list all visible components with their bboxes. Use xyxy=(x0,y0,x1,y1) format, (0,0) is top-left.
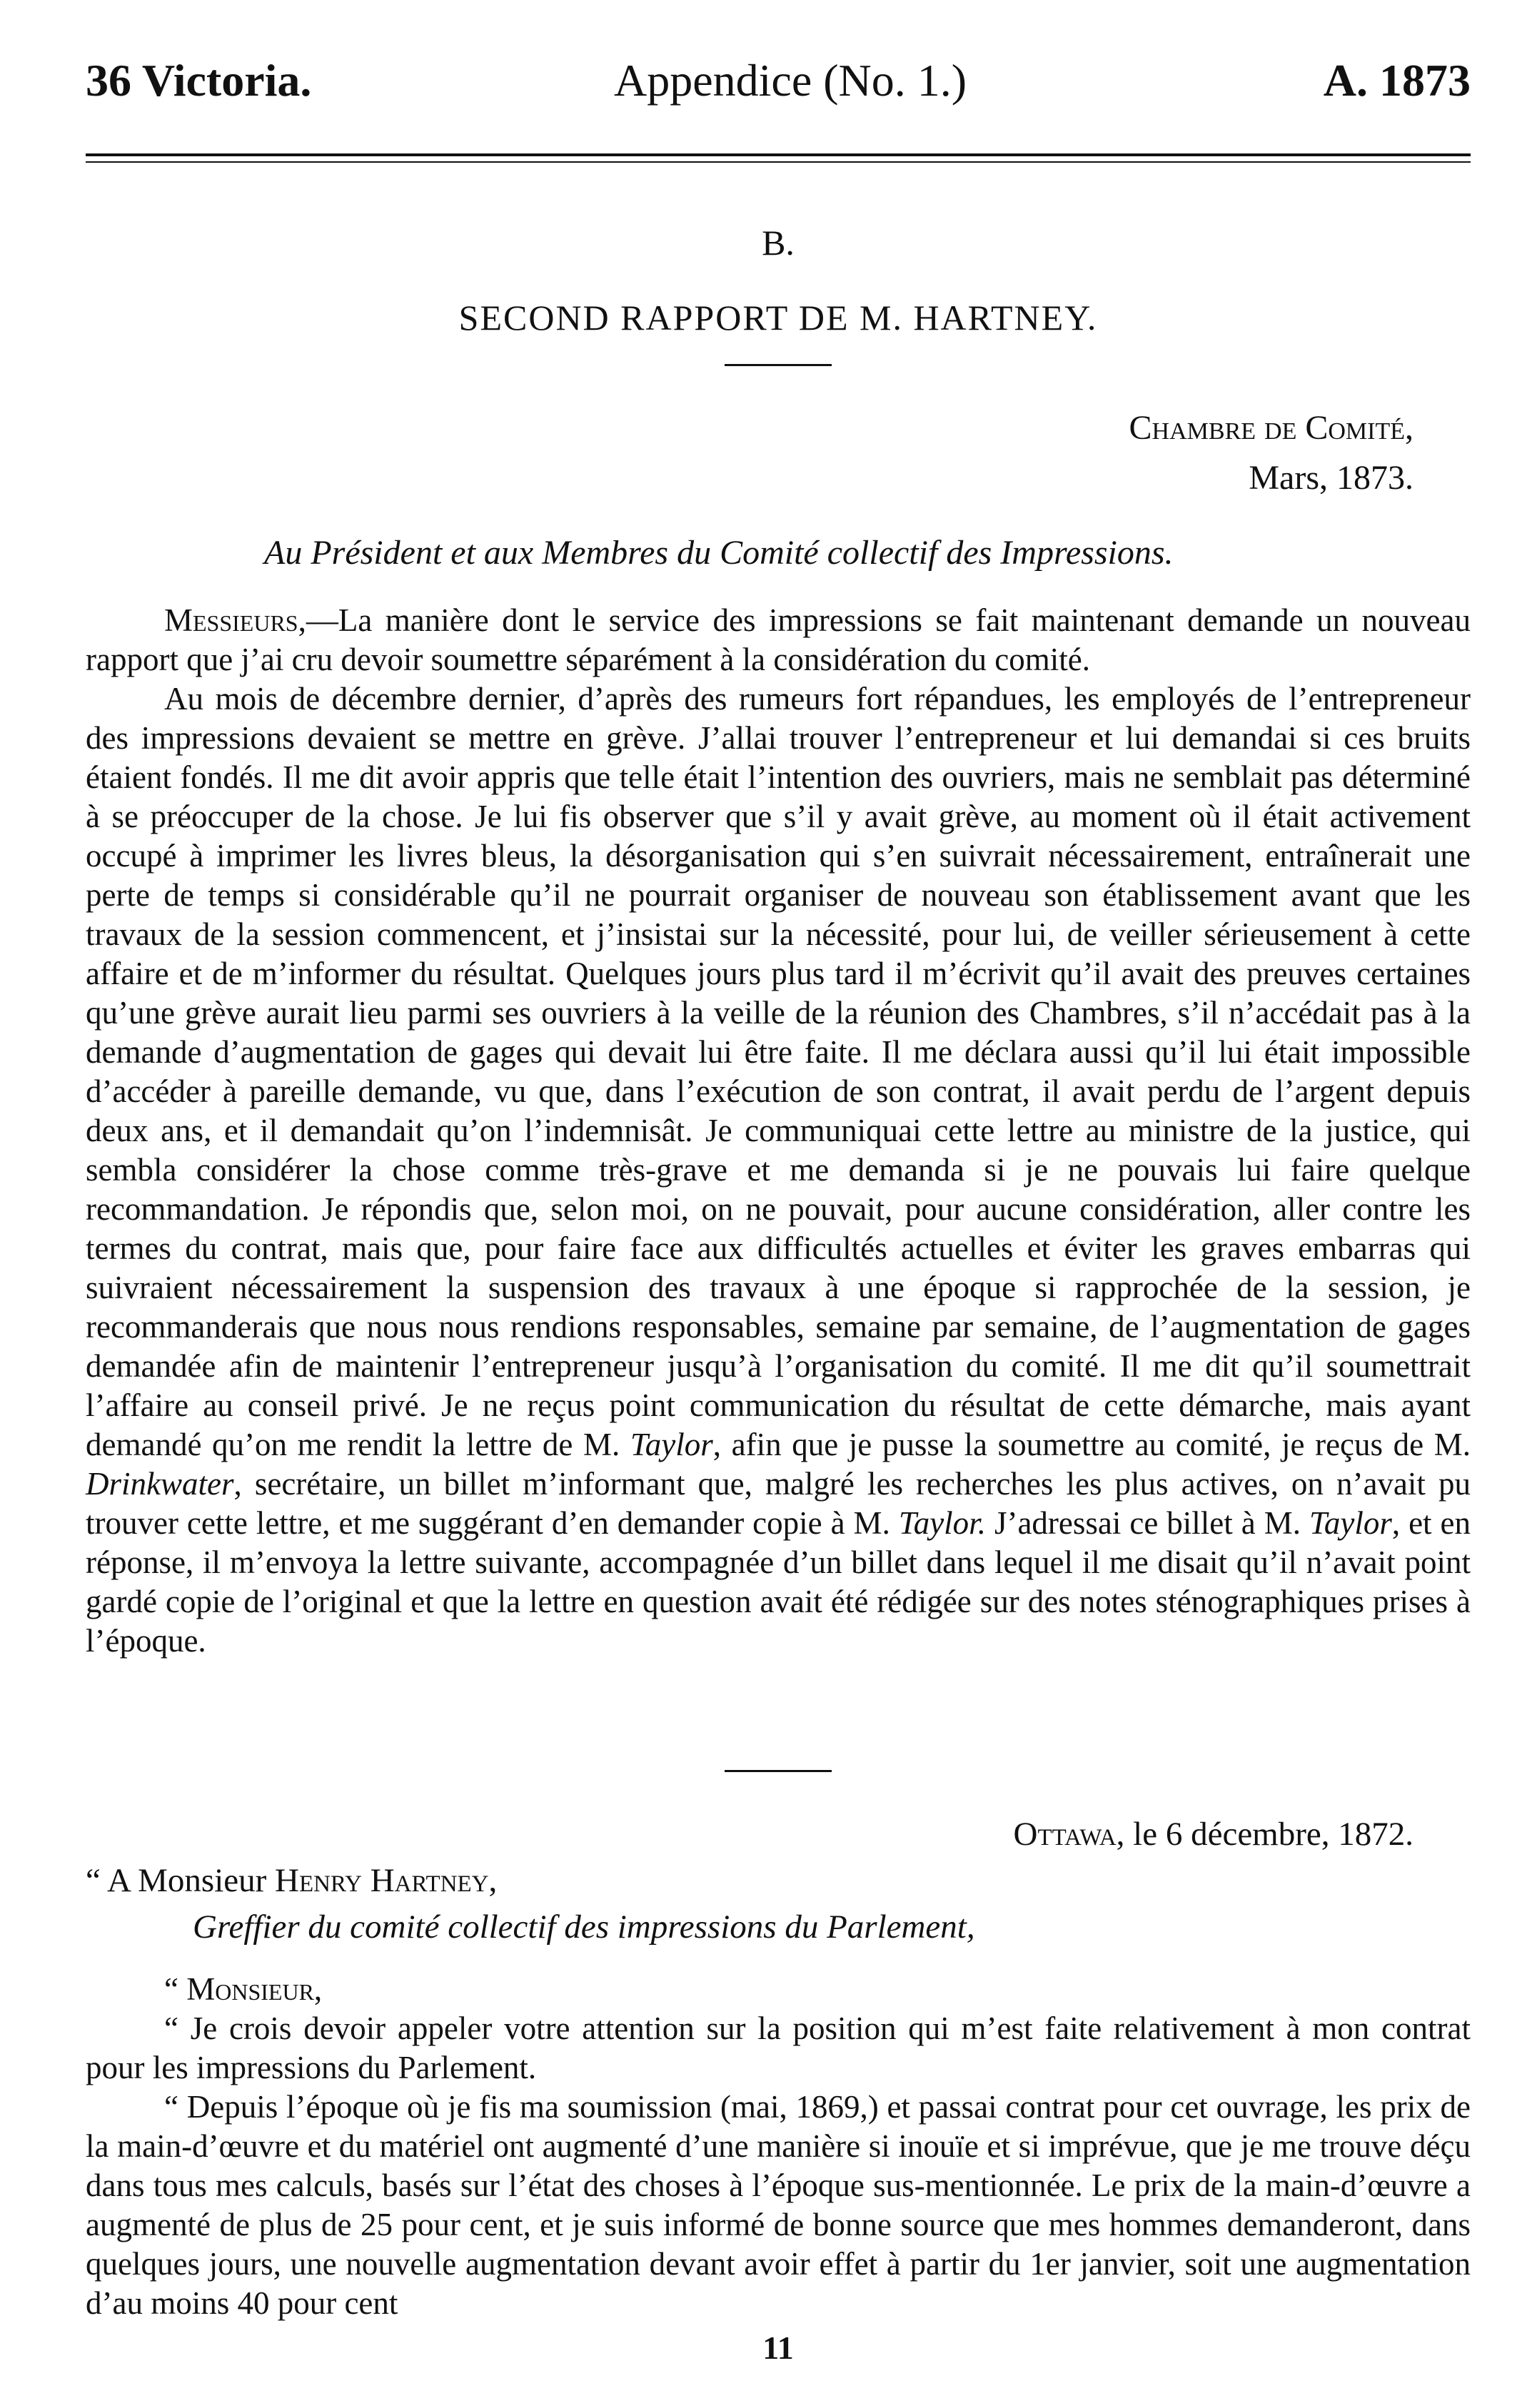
running-head-left: 36 Victoria. xyxy=(86,55,312,106)
running-head xyxy=(86,41,1471,120)
letter-to-name: Henry Hartney, xyxy=(275,1862,498,1899)
name-taylor-2: Taylor. xyxy=(898,1505,986,1541)
letter-date-text: le 6 décembre, 1872. xyxy=(1133,1816,1413,1853)
report-paragraph-1-text: —La manière dont le service des impressions se fait maintenant demande un nouveau rapport que j’ai cru devoir soumettre séparément à la considération du comité. xyxy=(86,602,1471,677)
report-paragraph-2d: J’adressai ce billet à M. xyxy=(985,1505,1301,1541)
section-letter: B. xyxy=(762,223,795,263)
report-paragraph-2 xyxy=(86,679,1471,1661)
name-drinkwater: Drinkwater xyxy=(86,1466,234,1502)
letter-body xyxy=(86,1970,1471,2323)
page-number: 11 xyxy=(762,2329,794,2366)
report-title: SECOND RAPPORT DE M. HARTNEY. xyxy=(458,298,1098,338)
report-paragraph-2b: , afin que je pusse la soumettre au comité, je reçus de M. xyxy=(712,1427,1471,1462)
letter-city: Ottawa, xyxy=(1013,1816,1125,1853)
letter-to-prefix: “ A Monsieur xyxy=(86,1862,267,1899)
place-line: Chambre de Comité, xyxy=(1129,409,1413,447)
letter-date xyxy=(1014,1813,1413,1856)
report-paragraph-2e: , et en réponse, il m’envoya la lettre suivante, accompagnée d’un billet dans lequel il me disait qu’il n’avait point gardé copie de l’original et que la lettre en question avait été rédigée sur des notes sténographiques prises à l’époque. xyxy=(86,1505,1471,1659)
name-taylor-3: Taylor xyxy=(1309,1505,1392,1541)
address-line: Au Président et aux Membres du Comité collectif des Impressions. xyxy=(264,534,1174,572)
date-line: Mars, 1873. xyxy=(1249,459,1413,497)
header-rule-thin xyxy=(86,161,1471,163)
running-head-center: Appendice (No. 1.) xyxy=(614,55,967,106)
name-taylor: Taylor xyxy=(630,1427,713,1462)
report-salutation: Messieurs, xyxy=(164,602,306,638)
letter-paragraph-2: “ Depuis l’époque où je fis ma soumission (mai, 1869,) et passai contrat pour cet ouvrage, les prix de la main-d’œuvre et du matériel ont augmenté d’une manière si inouïe et si imprévue, que je me trouve déçu dans tous mes calculs, basés sur l’état des choses à l’époque sus-mentionnée. Le prix de la main-d’œuvre a augmenté de plus de 25 pour cent, et je suis informé de bonne source que mes hommes demanderont, dans quelques jours, une nouvelle augmentation devant avoir effet à partir du 1er janvier, soit une augmentation d’au moins 40 pour cent xyxy=(86,2089,1471,2321)
report-paragraph-2c: , secrétaire, un billet m’informant que, malgré les recherches les plus actives, on n’avait pu trouver cette lettre, et me suggérant d’en demander copie à M. xyxy=(86,1466,1471,1541)
header-rule xyxy=(86,153,1471,156)
letter-paragraph-1: “ Je crois devoir appeler votre attention sur la position qui m’est faite relativement à mon contrat pour les impressions du Parlement. xyxy=(86,2010,1471,2085)
report-body xyxy=(86,601,1471,1661)
report-paragraph-1 xyxy=(86,601,1471,679)
running-head-right: A. 1873 xyxy=(1323,55,1471,106)
section-divider xyxy=(725,1770,832,1772)
document-page xyxy=(86,29,1471,2384)
letter-salutation: “ Monsieur, xyxy=(164,1971,323,2007)
letter-recipient xyxy=(86,1859,1442,1902)
report-paragraph-2-text: Au mois de décembre dernier, d’après des rumeurs fort répandues, les employés de l’entrepreneur des impressions devaient se mettre en grève. J’allai trouver l’entrepreneur et lui demandai si ces bruits étaient fondés. Il me dit avoir appris que telle était l’intention des ouvriers, mais ne semblait pas déterminé à se préoccuper de la chose. Je lui fis observer que s’il y avait grève, au moment où il était activement occupé à imprimer les livres bleus, la désorganisation qui s’en suivrait nécessairement, entraînerait une perte de temps si considérable qu’il ne pourrait organiser de nouveau son établissement avant que les travaux de la session commencent, et j’insistai sur la nécessité, pour lui, de veiller sérieusement à cette affaire et de m’informer du résultat. Quelques jours plus tard il m’écrivit qu’il avait des preuves certaines qu’une grève aurait lieu parmi ses ouvriers à la veille de la réunion des Chambres, s’il n’accédait pas à la demande d’augmentation de gages qui devait lui être faite. Il me déclara aussi qu’il lui était impossible d’accéder à pareille demande, vu que, dans l’exécution de son contrat, il avait perdu de l’argent depuis deux ans, et il demandait qu’on l’indemnisât. Je communiquai cette lettre au ministre de la justice, qui sembla considérer la chose comme très-grave et me demanda si je ne pouvais lui faire quelque recommandation. Je répondis que, selon moi, on ne pouvait, pour aucune considération, aller contre les termes du contrat, mais que, pour faire face aux difficultés actuelles et éviter les graves embarras qui suivraient nécessairement la suspension des travaux à une époque si rapprochée de la session, je recommanderais que nous nous rendions responsables, semaine par semaine, de l’augmentation de gages demandée afin de maintenir l’entrepreneur jusqu’à l’organisation du comité. Il me dit qu’il soumettrait l’affaire au conseil privé. Je ne reçus point communication du résultat de cette démarche, mais ayant demandé qu’on me rendit la lettre de M. xyxy=(86,681,1471,1462)
title-divider xyxy=(725,364,832,366)
letter-recipient-role: Greffier du comité collectif des impressions du Parlement, xyxy=(193,1908,975,1946)
